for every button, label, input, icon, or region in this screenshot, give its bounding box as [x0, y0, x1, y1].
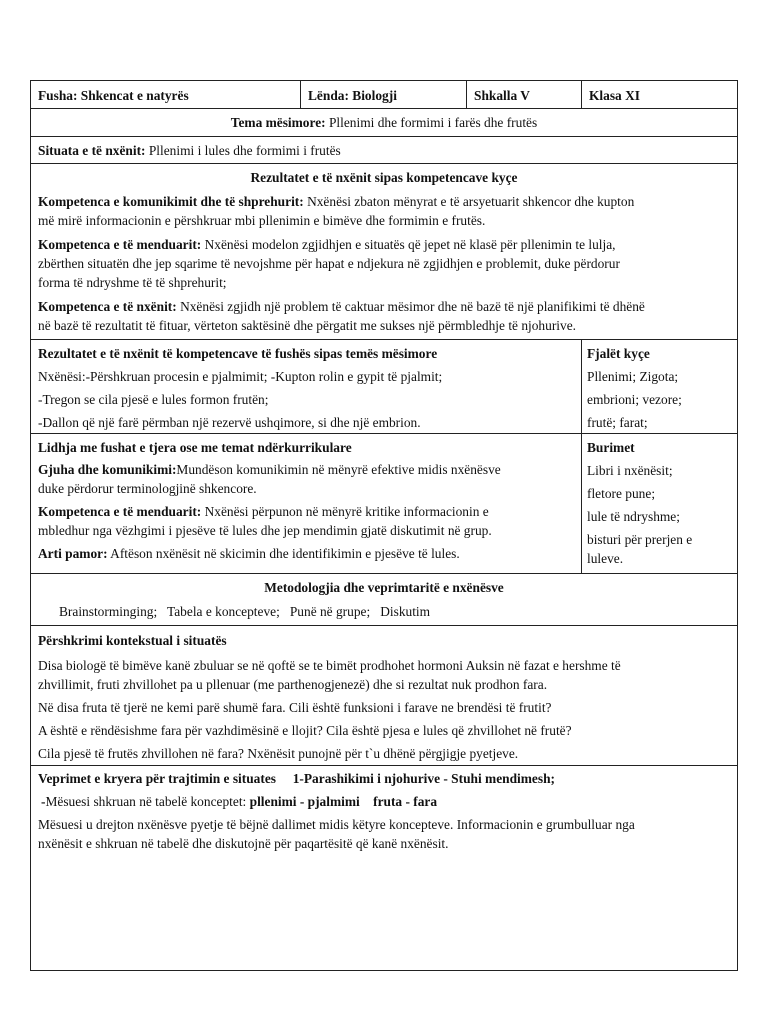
gjuha-label: Gjuha dhe komunikimi:	[38, 462, 177, 477]
pershkrimi-title: Përshkrimi kontekstual i situatës	[38, 633, 227, 648]
situata-text	[38, 141, 730, 160]
klasa-text: Klasa XI	[589, 88, 640, 103]
burimet-line: luleve.	[587, 551, 624, 566]
lenda-cell	[301, 81, 467, 108]
veprimet-line: nxënësit e shkruan në tabelë dhe diskutojnë për paqartësitë që kanë nxënësit.	[38, 836, 449, 851]
rezultatet-kyce-section	[31, 164, 737, 340]
kompetenca-komunikimit-line2: më mirë informacionin e përshkruar mbi pllenimin e bimëve dhe formimin e frutës.	[38, 213, 486, 228]
metodologjia-title: Metodologjia dhe veprimtaritë e nxënësve	[264, 580, 504, 595]
lidhja-row	[31, 434, 737, 574]
tema-row	[31, 109, 737, 137]
tema-value: Pllenimi dhe formimi i farës dhe frutës	[325, 115, 538, 130]
kompetenca-komunikimit-text1: Nxënësi zbaton mënyrat e të arsyetuarit shkencor dhe kupton	[303, 194, 635, 209]
rezultatet-fushes-line: -Dallon që një farë përmban një rezervë ushqimore, si dhe një embrion.	[38, 415, 421, 430]
rezultatet-fushes-row	[31, 340, 737, 434]
kompetenca-komunikimit-line1	[38, 192, 730, 211]
veprimet-concept-terms: pllenimi - pjalmimi fruta - fara	[249, 794, 438, 809]
veprimet-section	[31, 766, 737, 970]
kompetenca-nxenit-text1: Nxënësi zgjidh një problem të caktuar mësimor dhe në bazë të një planifikimi të dhënë	[176, 299, 645, 314]
veprimet-concept-text: Mësuesi shkruan në tabelë konceptet:	[45, 794, 250, 809]
kompetenca-menduarit-line3: forma të ndryshme të të shprehurit;	[38, 275, 227, 290]
veprimet-title: Veprimet e kryera për trajtimin e situates 1-Parashikimi i njohurive - Stuhi mendimesh;	[38, 771, 555, 786]
pershkrimi-section	[31, 626, 737, 766]
fjalet-kyce-cell	[582, 340, 737, 433]
shkalla-cell	[467, 81, 582, 108]
kompetenca-nxenit-label: Kompetenca e të nxënit:	[38, 299, 177, 314]
lenda-text: Lënda: Biologji	[308, 88, 397, 103]
lidhja-cell	[31, 434, 582, 573]
pershkrimi-line: A është e rëndësishme fara për vazhdimësinë e llojit? Cila është pjesa e lules që zhvillohet në frutë?	[38, 723, 572, 738]
situata-row	[31, 137, 737, 164]
arti-line1	[38, 544, 574, 563]
kompetenca-menduarit-label: Kompetenca e të menduarit:	[38, 237, 202, 252]
veprimet-concepts	[38, 792, 730, 811]
kompetenca-nxenit-line1	[38, 297, 730, 316]
rezultatet-fushes-line: -Tregon se cila pjesë e lules formon frutën;	[38, 392, 269, 407]
burimet-line: lule të ndryshme;	[587, 509, 680, 524]
gjuha-line2: duke përdorur terminologjinë shkencore.	[38, 481, 257, 496]
metodologjia-row	[31, 574, 737, 626]
fjalet-kyce-line: Pllenimi; Zigota;	[587, 369, 679, 384]
rezultatet-fushes-title: Rezultatet e të nxënit të kompetencave të fushës sipas temës mësimore	[38, 346, 438, 361]
tema-label: Tema mësimore:	[230, 115, 326, 130]
menduarit-label: Kompetenca e të menduarit:	[38, 504, 202, 519]
fjalet-kyce-line: embrioni; vezore;	[587, 392, 682, 407]
kompetenca-komunikimit-label: Kompetenca e komunikimit dhe të shprehurit:	[38, 194, 304, 209]
menduarit-line1	[38, 502, 574, 521]
situata-value: Pllenimi i lules dhe formimi i frutës	[145, 143, 341, 158]
fjalet-kyce-title: Fjalët kyçe	[587, 346, 650, 361]
veprimet-line: Mësuesi u drejton nxënësve pyetje të bëjnë dallimet midis këtyre koncepteve. Informacionin e grumbulluar nga	[38, 817, 635, 832]
shkalla-text: Shkalla V	[474, 88, 530, 103]
gjuha-line1	[38, 460, 574, 479]
burimet-cell	[582, 434, 737, 573]
burimet-title: Burimet	[587, 440, 635, 455]
klasa-cell	[582, 81, 737, 108]
kompetenca-menduarit-line2: zbërthen situatën dhe jep sqarime të nevojshme për hapat e ndjekura në zgjidhjen e problemit, duke përdorur	[38, 256, 620, 271]
kompetenca-nxenit-line2: në bazë të rezultatit të fituar, vërteton saktësinë dhe përgatit me sukses një përmbledhje të njohurive.	[38, 318, 576, 333]
arti-text1: Aftëson nxënësit në skicimin dhe identifikimin e pjesëve të lules.	[107, 546, 460, 561]
kompetenca-menduarit-text1: Nxënësi modelon zgjidhjen e situatës që jepet në klasë për pllenimin te lulja,	[201, 237, 616, 252]
rezultatet-kyce-title: Rezultatet e të nxënit sipas kompetencave kyçe	[250, 170, 518, 185]
fusha-cell	[31, 81, 301, 108]
fjalet-kyce-line: frutë; farat;	[587, 415, 648, 430]
lesson-plan-table	[30, 80, 738, 971]
menduarit-text1: Nxënësi përpunon në mënyrë kritike informacionin e	[201, 504, 489, 519]
situata-label: Situata e të nxënit:	[38, 143, 146, 158]
fusha-text: Fusha: Shkencat e natyrës	[38, 88, 189, 103]
lidhja-title: Lidhja me fushat e tjera ose me temat ndërkurrikulare	[38, 440, 352, 455]
pershkrimi-line: Në disa fruta të tjerë ne kemi parë shumë fara. Cili është funksioni i farave ne brendësi të frutit?	[38, 700, 552, 715]
pershkrimi-line: Cila pjesë të frutës zhvillohen në fara? Nxënësit punojnë për t`u dhënë përgjigje pyetjeve.	[38, 746, 519, 761]
rezultatet-fushes-line: Nxënësi:-Përshkruan procesin e pjalmimit; -Kupton rolin e gypit të pjalmit;	[38, 369, 443, 384]
burimet-line: bisturi për prerjen e	[587, 532, 693, 547]
metodologjia-text: Brainstorminging; Tabela e koncepteve; Punë në grupe; Diskutim	[59, 604, 431, 619]
burimet-line: fletore pune;	[587, 486, 656, 501]
kompetenca-menduarit-line1	[38, 235, 730, 254]
header-row	[31, 81, 737, 109]
burimet-line: Libri i nxënësit;	[587, 463, 673, 478]
pershkrimi-line: Disa biologë të bimëve kanë zbuluar se në qoftë se te bimët prodhohet hormoni Auksin në fazat e hershme të	[38, 658, 621, 673]
rezultatet-fushes-cell	[31, 340, 582, 433]
arti-label: Arti pamor:	[38, 546, 108, 561]
menduarit-line2: mbledhur nga vëzhgimi i pjesëve të lules dhe jep mendimin gjatë diskutimit në grup.	[38, 523, 492, 538]
veprimet-concept-prefix: -	[41, 794, 46, 809]
gjuha-text1: Mundëson komunikimin në mënyrë efektive midis nxënësve	[176, 462, 501, 477]
tema-text	[31, 113, 737, 132]
pershkrimi-line: zhvillimit, fruti zhvillohet pa u pllenuar (me parthenogjenezë) dhe si rezultat nuk prodhon fara.	[38, 677, 548, 692]
